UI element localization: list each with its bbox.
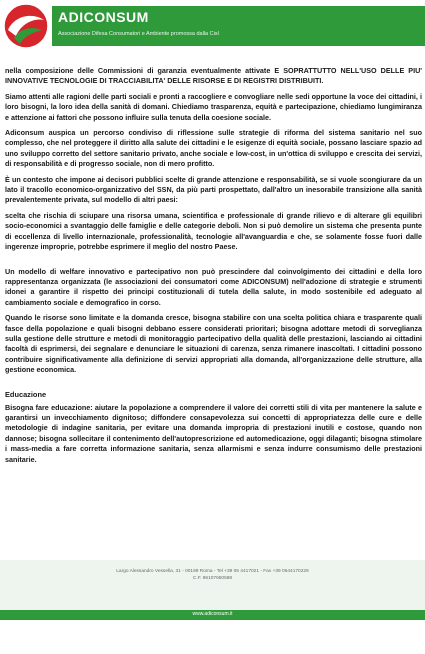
footer-address-block (0, 560, 425, 610)
paragraph-5: scelta che rischia di sciupare una risorsa umana, scientifica e professionale di grande rilievo e di alterare gli equilibri socio-economici a svantaggio delle famiglie e delle categorie deboli. Non si può demolire un sistema che presenta punte di eccellenza di livello internazionale, professionalità, tecnologie all'avanguardia e che, se solamente fosse fuori dalle ingerenze improprie, potrebbe esprimere il meglio del nostro Paese. (5, 210, 422, 252)
paragraph-1: nella composizione delle Commissioni di garanzia eventualmente attivate E SOPRATTUTTO NELL'USO DELLE PIU' INNOVATIVE TECNOLOGIE DI TRACCIABILITA' DELLE RISORSE E DI REGISTRI DISTRIBUITI. (5, 66, 422, 86)
adiconsum-logo (2, 2, 50, 50)
footer (0, 560, 425, 654)
paragraph-4: È un contesto che impone ai decisori pubblici scelte di grande attenzione e responsabilità, se si vuole scongiurare da un lato il tracollo economico-organizzativo del SSN, da più parti prospettato, dall'altro un inesorabile transizione alla sanità prevalentemente privata, sul modello di altri paesi: (5, 174, 422, 205)
paragraph-8: Bisogna fare educazione: aiutare la popolazione a comprendere il valore dei corretti stili di vita per mantenere la salute e garantirsi un invecchiamento dignitoso; diffondere consapevolezza sui concetti di appropriatezza delle cure e delle metodologie di indagine sanitaria, per evitare una domanda impropria di prestazioni inutili e costose, quando non dannose; bisogna sollecitare il contenimento dell'autoprescrizione ed automedicazione, oggi dilaganti; bisogna stimolare i mass-media a fare corretta informazione sanitaria, senza allarmismi e senza indurre consumismo delle prestazioni sanitarie. (5, 402, 422, 464)
footer-address: Largo Alessandro Vessella, 31 - 00199 Roma - Tel +39 06 4417021 - Fax +39 0644170229 (116, 569, 309, 574)
paragraph-7: Quando le risorse sono limitate e la domanda cresce, bisogna stabilire con una scelta politica chiara e trasparente quali fasce della popolazione e quali bisogni debbano essere considerati prioritari; bisogna adottare metodi di sorveglianza sulla gestione delle strutture e metodi di monitoraggio partecipativo della qualità delle prestazioni, lasciando ai cittadini facoltà di esprimersi, dei segnalare e denunciare le situazioni di carenza, senza rimanere inascoltati. I cittadini possono contribuire significativamente alla definizione di servizi appropriati alla domanda, all'organizzazione delle strutture, alla gestione economica. (5, 313, 422, 375)
document-body (5, 66, 422, 470)
brand-tagline: Associazione Difesa Consumatori e Ambiente promossa dalla Cisl (58, 31, 219, 37)
footer-website[interactable]: www.adiconsum.it (192, 611, 233, 617)
brand-name: ADICONSUM (58, 9, 149, 25)
paragraph-3: Adiconsum auspica un percorso condiviso di riflessione sulle strategie di riforma del sistema sanitario nel suo complesso, che nel proteggere il diritto alla salute dei cittadini e le esigenze di equità sociale, possano lasciare spazio ad uno sviluppo corretto del settore sanitario privato, anche sociale e low-cost, in un'ottica di sviluppo e crescita dei servizi, di responsabilità e di progresso sociale, non di mero profitto. (5, 128, 422, 169)
paragraph-2: Siamo attenti alle ragioni delle parti sociali e pronti a raccogliere e convogliare nelle sedi opportune la voce dei cittadini, i loro bisogni, la loro idea della sanità di domani. Chiediamo trasparenza, equità e partecipazione, chiediamo lungimiranza e attenzione ai fattori che possono influire sulla tenuta della coesione sociale. (5, 91, 422, 122)
paragraph-6: Un modello di welfare innovativo e partecipativo non può prescindere dal coinvolgimento dei cittadini e della loro rappresentanza organizzata (le associazioni dei consumatori come ADICONSUM) nell'adozione di strategie e strumenti idonei a garantire il rispetto dei principi costituzionali di tutela della salute, in modo sostenibile ed adeguato al cambiamento sociale e demografico in corso. (5, 266, 422, 307)
footer-web-bar (0, 610, 425, 620)
footer-cf: C.F. 96107650588 (192, 576, 233, 581)
section-heading-educazione: Educazione (5, 389, 47, 399)
letterhead (0, 0, 425, 62)
brand-bar (52, 6, 425, 46)
